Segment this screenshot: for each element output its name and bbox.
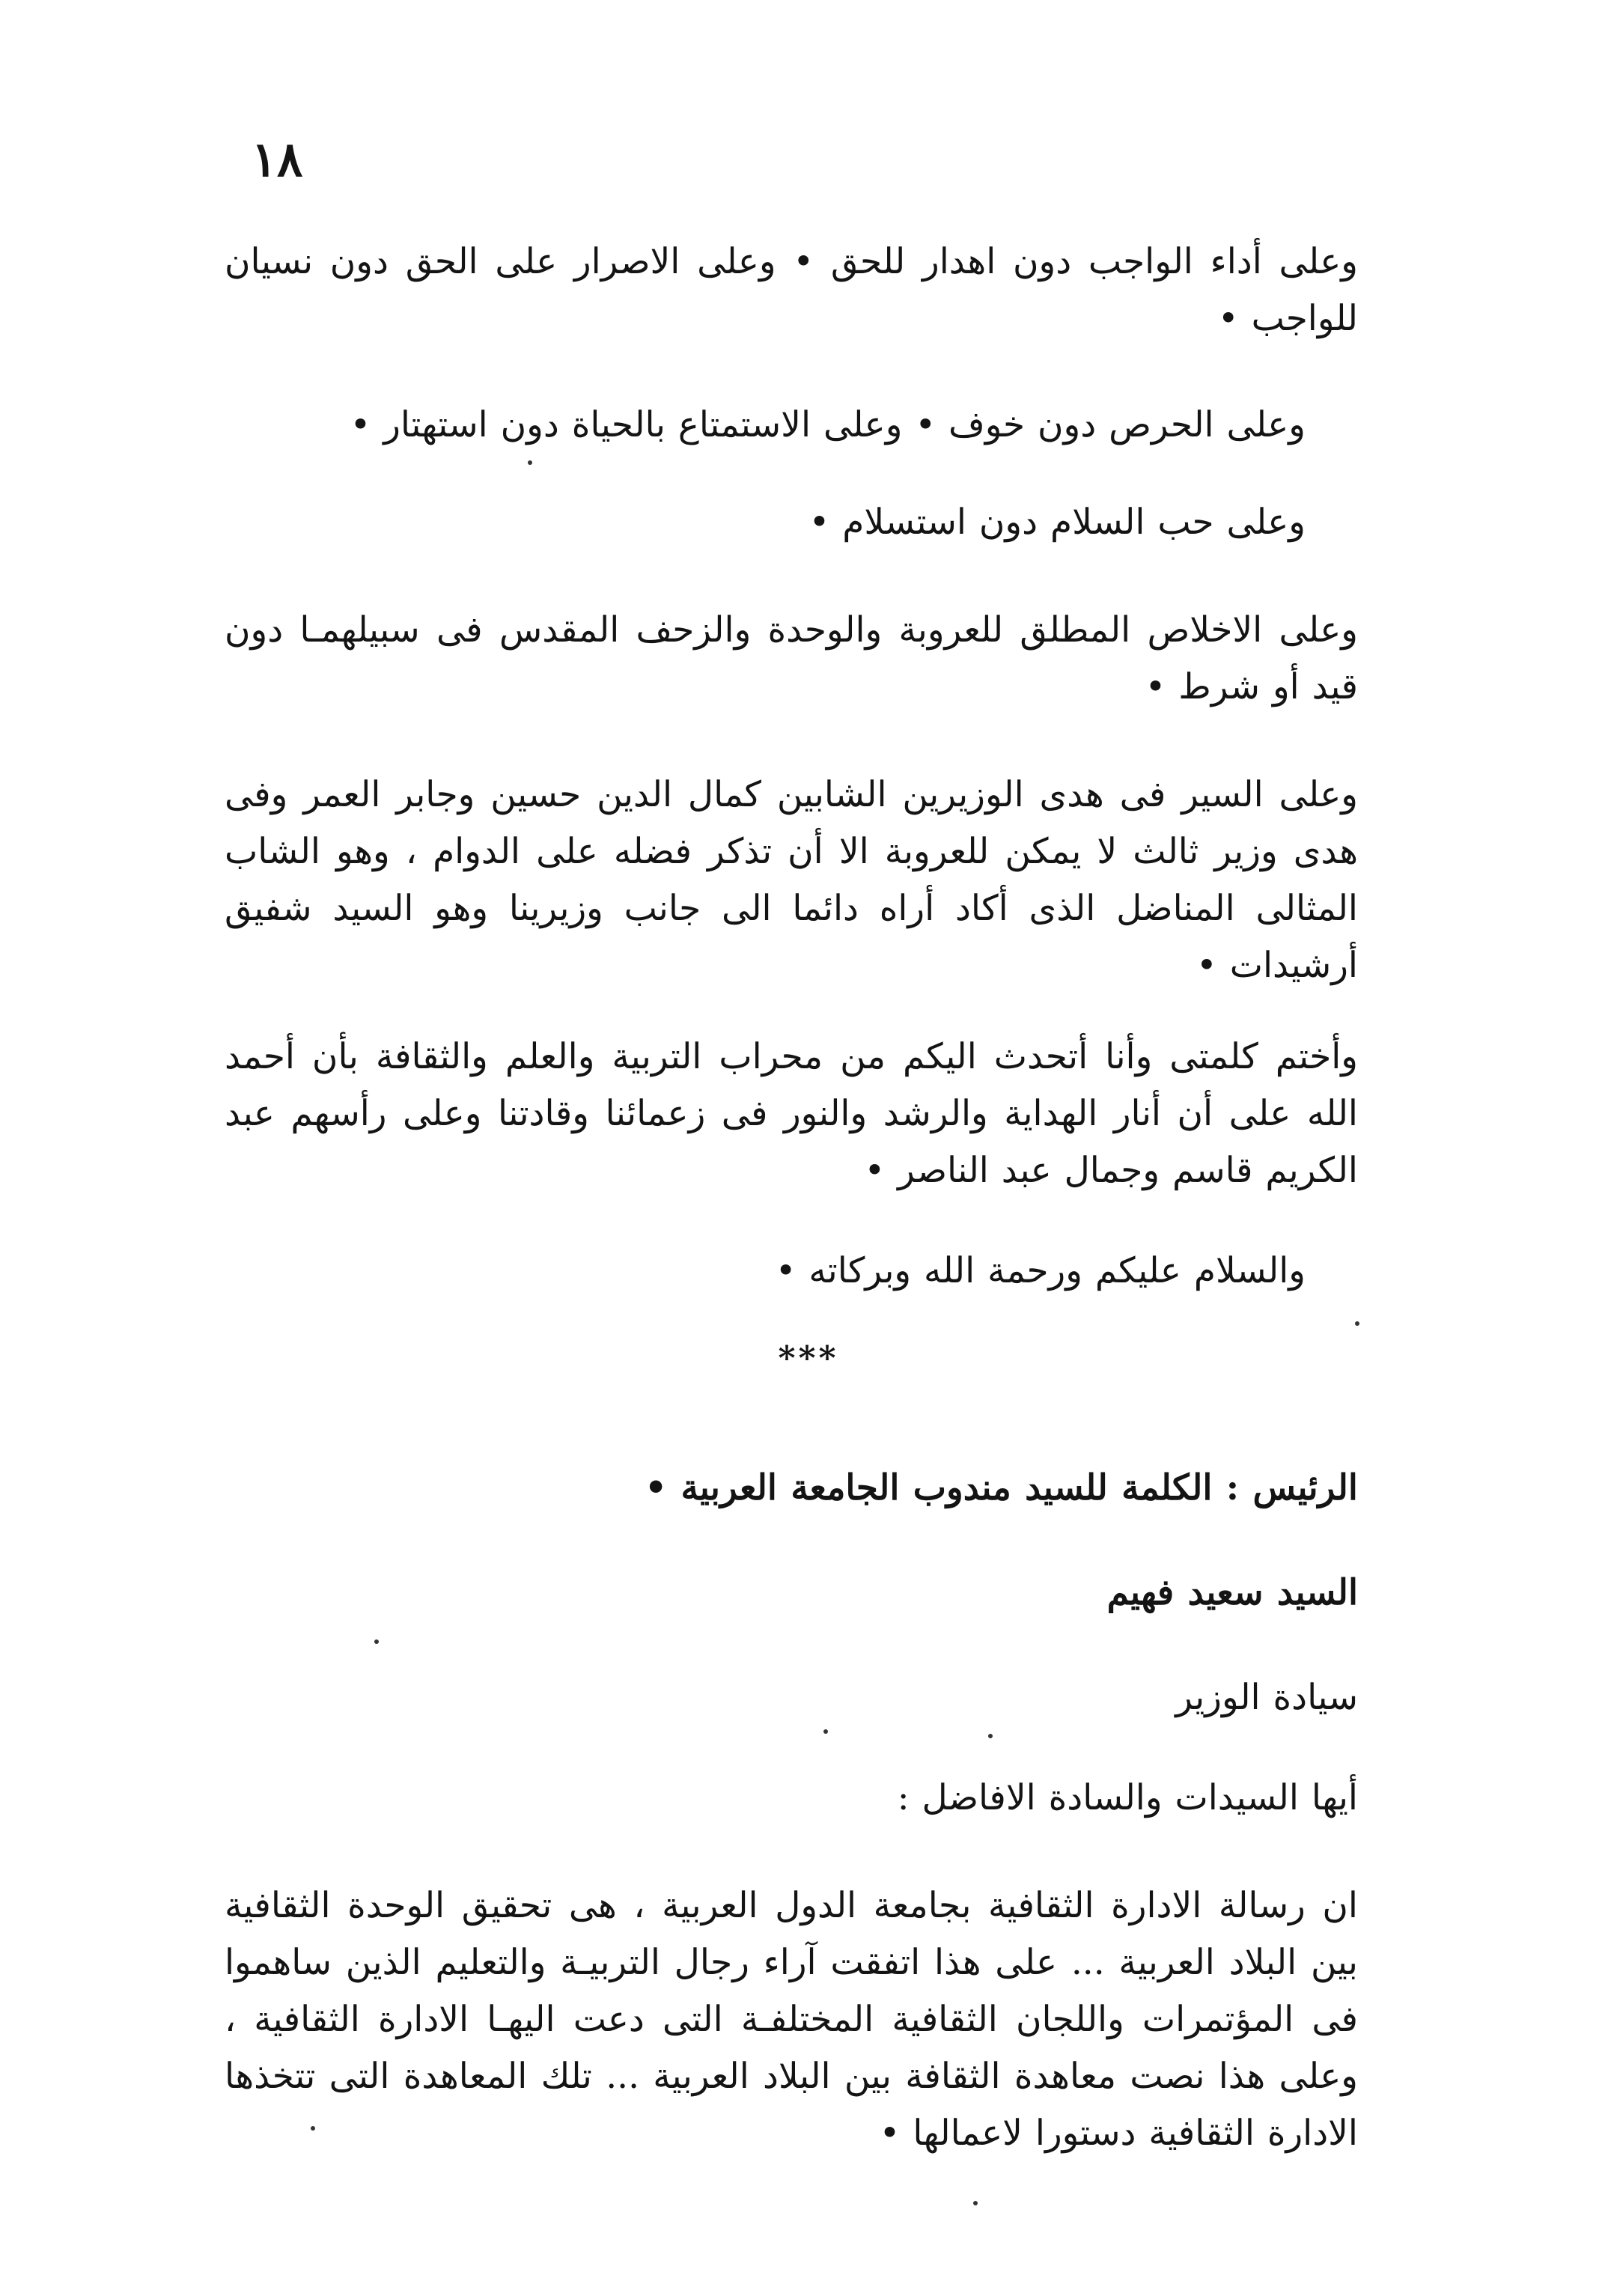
section-separator: *** (778, 1339, 839, 1377)
paragraph-duty: وعلى أداء الواجب دون اهدار للحق • وعلى الاصرار على الحق دون نسيان للواجب • (225, 241, 1358, 339)
scan-speck (973, 2201, 978, 2205)
paragraph-peace: وعلى حب السلام دون استسلام • (808, 502, 1306, 543)
paragraph-greeting: والسلام عليكم ورحمة الله وبركاته • (775, 1250, 1306, 1291)
speaker-name: السيد سعيد فهيم (1106, 1572, 1358, 1613)
paragraph-closing: وأختم كلمتى وأنا أتحدث اليكم من محراب التربية والعلم والثقافة بأن أحمد الله على أن أنار الهداية والرشد والنور فى زعمائنا وقادتنا وعلى رأسهم عبد الكريم قاسم وجمال عبد الناصر • (225, 1036, 1358, 1191)
chair-announcement: الرئيس : الكلمة للسيد مندوب الجامعة العربية • (645, 1467, 1358, 1508)
scan-speck (1355, 1321, 1359, 1326)
scan-speck (374, 1639, 379, 1644)
paragraph-loyalty: وعلى الاخلاص المطلق للعروبة والوحدة والزحف المقدس فى سبيلهمـا دون قيد أو شرط • (225, 609, 1358, 707)
paragraph-care: وعلى الحرص دون خوف • وعلى الاستمتاع بالحياة دون استهتار • (350, 404, 1306, 445)
salutation-minister: سيادة الوزير (1175, 1677, 1358, 1718)
page-number: ١٨ (251, 132, 303, 188)
scan-speck (988, 1734, 993, 1738)
scan-speck (311, 2126, 315, 2131)
paragraph-cultural-mission: ان رسالة الادارة الثقافية بجامعة الدول العربية ، هى تحقيق الوحدة الثقافية بين البلاد العربية ... على هذا اتفقت آراء رجال التربيـة والتعليم الذين ساهموا فى المؤتمرات واللجان الثقافية المختلفـة التى دعت اليهـا الادارة الثقافية ، وعلى هذا نصت معاهدة الثقافة بين البلاد العربية ... تلك المعاهدة التى تتخذها الادارة الثقافية دستورا لاعمالها • (225, 1885, 1358, 2154)
salutation-audience: أيها السيدات والسادة الافاضل : (897, 1777, 1358, 1818)
scan-speck (528, 460, 532, 465)
scan-speck (823, 1729, 828, 1734)
paragraph-ministers: وعلى السير فى هدى الوزيرين الشابين كمال الدين حسين وجابر العمر وفى هدى وزير ثالث لا يمكن للعروبة الا أن تذكر فضله على الدوام ، وهو الشاب المثالى المناضل الذى أكاد أراه دائما الى جانب وزيرينا وهو السيد شفيق أرشيدات • (225, 774, 1358, 986)
